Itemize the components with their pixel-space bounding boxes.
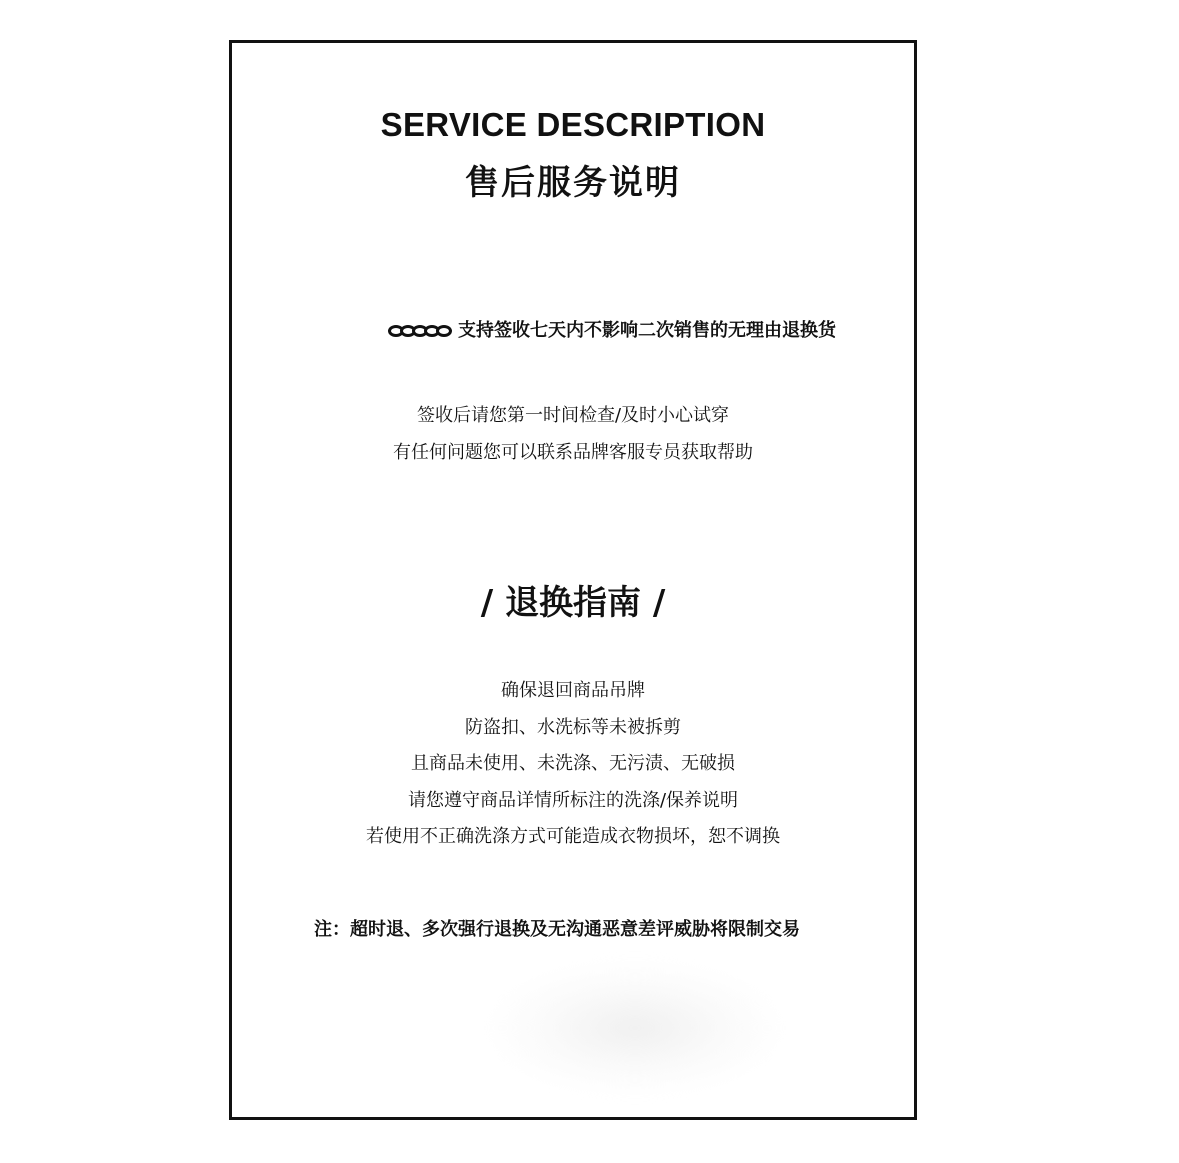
service-description-card: [229, 40, 917, 1120]
guide-line: 确保退回商品吊牌: [501, 680, 645, 701]
info-line: 签收后请您第一时间检查/及时小心试穿: [416, 405, 730, 426]
title-chinese: 售后服务说明: [465, 163, 681, 203]
guide-line: 且商品未使用、未洗涤、无污渍、无破损: [411, 753, 735, 774]
return-guide-title: / 退换指南 /: [480, 583, 666, 623]
restriction-note: 注：超时退、多次强行退换及无沟通恶意差评威胁将限制交易: [314, 919, 800, 940]
guide-line: 请您遵守商品详情所标注的洗涤/保养说明: [407, 789, 739, 811]
brand-logo-icon: [388, 325, 452, 337]
info-line: 有任何问题您可以联系品牌客服专员获取帮助: [393, 442, 753, 463]
guide-line: 若使用不正确洗涤方式可能造成衣物损坏，恕不调换: [366, 826, 780, 847]
guide-line: 防盗扣、水洗标等未被拆剪: [465, 716, 681, 738]
return-guide-list: [232, 673, 914, 856]
title-english: SERVICE DESCRIPTION: [380, 106, 766, 143]
return-policy-text: 支持签收七天内不影响二次销售的无理由退换货: [458, 320, 836, 341]
return-policy-line: [232, 317, 914, 345]
blurred-watermark: [490, 963, 780, 1093]
inspection-info: [232, 397, 914, 471]
